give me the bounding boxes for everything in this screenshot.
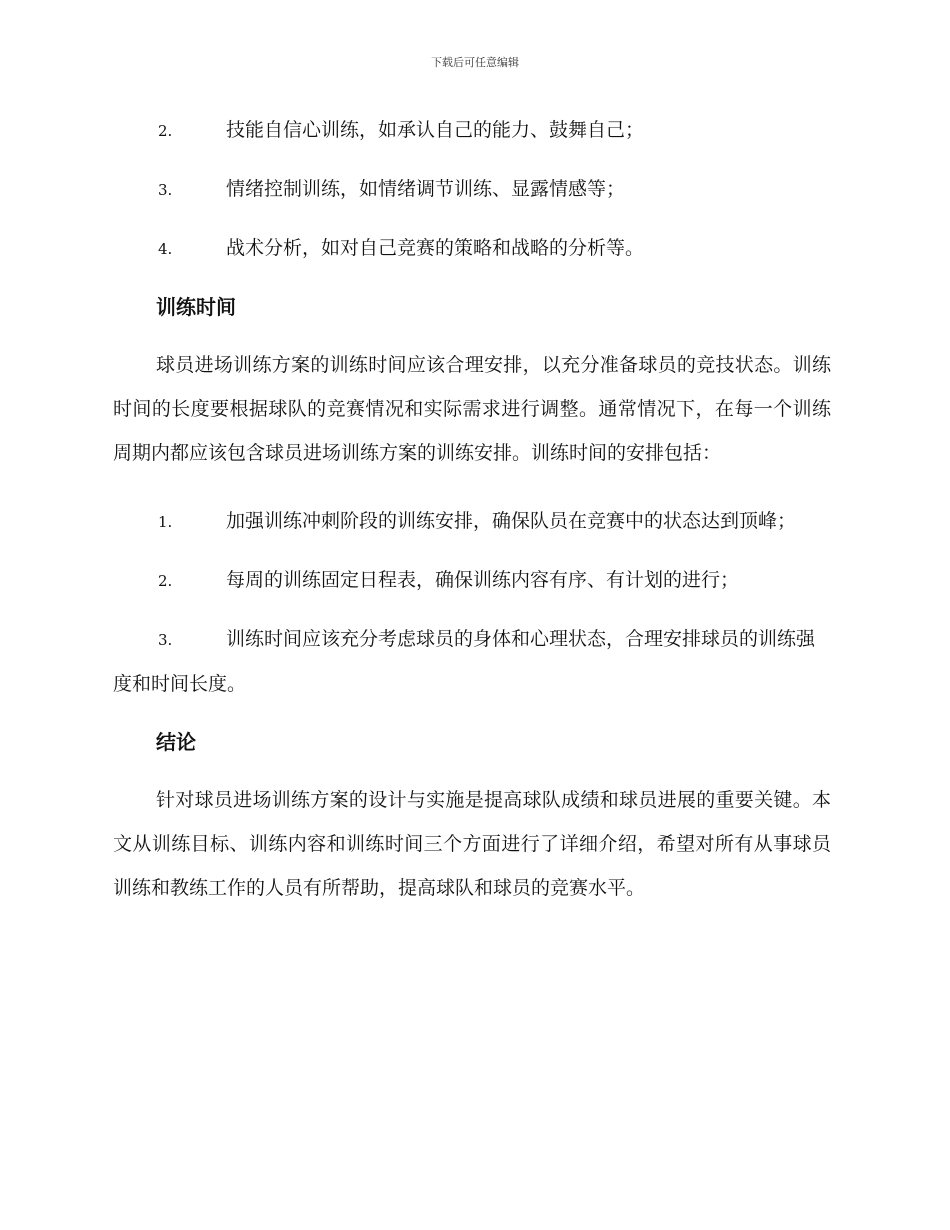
section-paragraph-training-time: 球员进场训练方案的训练时间应该合理安排，以充分准备球员的竞技状态。训练时间的长度要根据球队的竞赛情况和实际需求进行调整。通常情况下，在每一个训练周期内都应该包含球员进场训练方案的训练安排。训练时间的安排包括： bbox=[113, 354, 831, 464]
section-paragraph-conclusion: 针对球员进场训练方案的设计与实施是提高球队成绩和球员进展的重要关键。本文从训练目标、训练内容和训练时间三个方面进行了详细介绍，希望对所有从事球员训练和教练工作的人员有所帮助，提高球队和球员的竞赛水平。 bbox=[113, 789, 831, 899]
list-item bbox=[113, 226, 831, 271]
section-heading-conclusion: 结论 bbox=[156, 730, 196, 754]
list-item-text: 技能自信心训练，如承认自己的能力、鼓舞自己； bbox=[226, 119, 645, 141]
list-item-text: 每周的训练固定日程表，确保训练内容有序、有计划的进行； bbox=[226, 569, 740, 591]
list-item bbox=[113, 499, 831, 544]
list-item-text: 加强训练冲刺阶段的训练安排，确保队员在竞赛中的状态达到顶峰； bbox=[226, 510, 797, 532]
list-item bbox=[113, 108, 831, 153]
list-item bbox=[113, 167, 831, 212]
list-item bbox=[113, 617, 831, 706]
list-item-text: 训练时间应该充分考虑球员的身体和心理状态，合理安排球员的训练强度和时间长度。 bbox=[113, 628, 816, 695]
list-item bbox=[113, 558, 831, 603]
list-item-number: 2. bbox=[158, 122, 173, 140]
list-item-number: 3. bbox=[158, 181, 173, 199]
list-item-text: 战术分析，如对自己竞赛的策略和战略的分析等。 bbox=[226, 237, 645, 259]
list-item-number: 4. bbox=[158, 240, 173, 258]
page-header: 下载后可任意编辑 bbox=[431, 56, 519, 69]
list-item-number: 3. bbox=[158, 631, 173, 649]
list-item-number: 2. bbox=[158, 572, 173, 590]
list-item-text: 情绪控制训练，如情绪调节训练、显露情感等； bbox=[226, 178, 626, 200]
section-heading-training-time: 训练时间 bbox=[156, 295, 236, 319]
document-body bbox=[113, 108, 831, 934]
list-item-number: 1. bbox=[158, 513, 173, 531]
